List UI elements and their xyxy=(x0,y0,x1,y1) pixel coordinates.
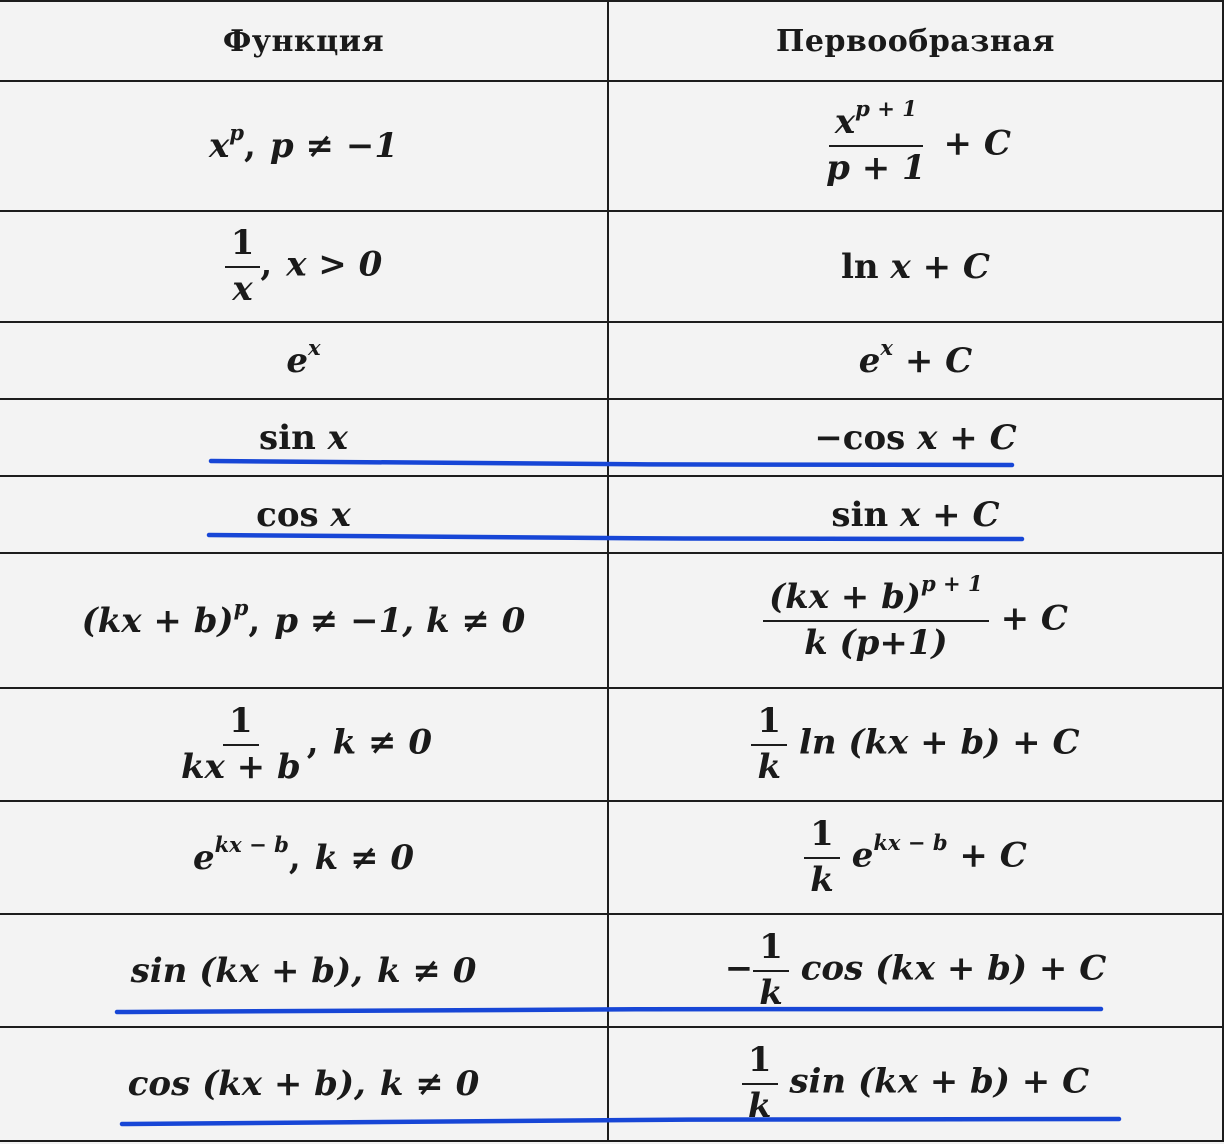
table-row xyxy=(0,553,1223,688)
antiderivative-cell: − $\frac{1}{k}$ cos (kx + b) + C xyxy=(608,914,1223,1027)
fraction: $\frac{1}{k}$ xyxy=(753,930,789,1011)
fraction: $\frac{1}{kx + b}$ xyxy=(181,700,301,787)
fraction: $\frac{1}{k}$ xyxy=(751,704,787,785)
function-cell: cos x xyxy=(0,476,608,553)
table-row xyxy=(0,688,1223,801)
antiderivative-cell: $\frac{1}{k}$ sin (kx + b) + C xyxy=(608,1027,1223,1141)
antiderivative-cell: $\frac{(kx + b)^{p + 1}}{k (p+1)}$ + C xyxy=(608,553,1223,688)
fraction: $\frac{1}{k}$ xyxy=(804,817,840,898)
antiderivative-cell: $\frac{1}{k}$ $e^{kx - b} + C$ xyxy=(608,801,1223,914)
function-cell: sin (kx + b), k ≠ 0 xyxy=(0,914,608,1027)
antiderivative-cell: sin x + C xyxy=(608,476,1223,553)
antiderivative-cell: $\frac{x^{p + 1}}{p + 1}$ + C xyxy=(608,81,1223,211)
function-cell: $e^x$ xyxy=(0,322,608,399)
table-row xyxy=(0,322,1223,399)
function-cell: $x^p$, p ≠ −1 xyxy=(0,81,608,211)
function-cell: (kx + b)$^p$, p ≠ −1, k ≠ 0 xyxy=(0,553,608,688)
table-row xyxy=(0,81,1223,211)
function-cell: $e^{kx - b}$, k ≠ 0 xyxy=(0,801,608,914)
function-cell: $\frac{1}{x}$ , x > 0 xyxy=(0,211,608,322)
header-function: Функция xyxy=(0,1,608,81)
function-cell: cos (kx + b), k ≠ 0 xyxy=(0,1027,608,1141)
table-row xyxy=(0,211,1223,322)
function-cell: sin x xyxy=(0,399,608,476)
fraction: $\frac{1}{x}$ xyxy=(225,226,261,307)
antiderivative-cell: ln x + C xyxy=(608,211,1223,322)
table-row xyxy=(0,801,1223,914)
function-cell: $\frac{1}{kx + b}$ , k ≠ 0 xyxy=(0,688,608,801)
table-row xyxy=(0,1027,1223,1141)
antiderivative-cell: $e^x + C$ xyxy=(608,322,1223,399)
header-antiderivative: Первообразная xyxy=(608,1,1223,81)
fraction: $\frac{(kx + b)^{p + 1}}{k (p+1)}$ xyxy=(763,580,989,661)
table-header-row xyxy=(0,1,1223,81)
fraction: $\frac{x^{p + 1}}{p + 1}$ xyxy=(826,96,926,188)
fraction: $\frac{1}{k}$ xyxy=(742,1043,778,1124)
antiderivative-cell: −cos x + C xyxy=(608,399,1223,476)
table-row xyxy=(0,476,1223,553)
antiderivative-cell: $\frac{1}{k}$ ln (kx + b) + C xyxy=(608,688,1223,801)
table-row xyxy=(0,399,1223,476)
table-row xyxy=(0,914,1223,1027)
